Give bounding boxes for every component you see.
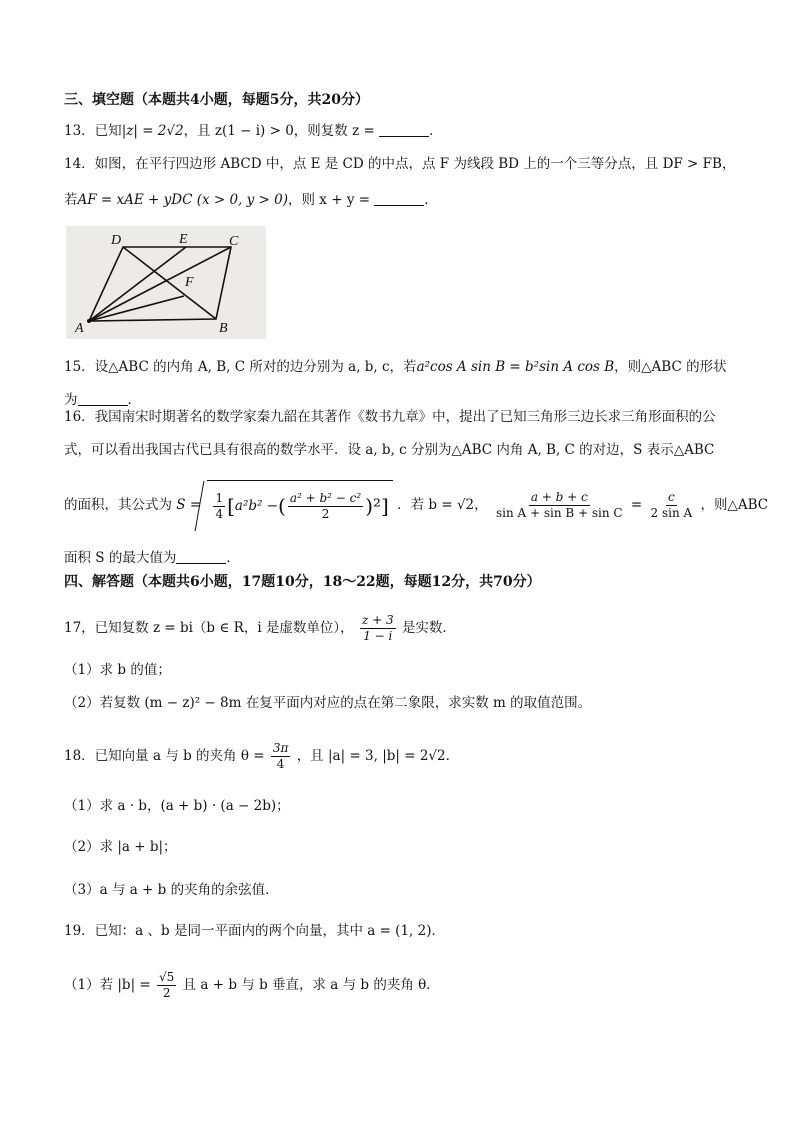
label-a: A bbox=[75, 321, 84, 336]
question-18-part-3: （3）a 与 a + b 的夹角的余弦值． bbox=[64, 882, 279, 898]
segment-ac bbox=[89, 247, 231, 321]
question-15-line-1: 15．设△ABC 的内角 A, B, C 所对的边分别为 a, b, c，若a²cos A sin B = b²sin A cos B，则△ABC 的形状 bbox=[64, 359, 727, 375]
question-15-line-2: 为 ． bbox=[64, 392, 141, 408]
question-16-line-2: 式，可以看出我国古代已具有很高的数学水平．设 a, b, c 分别为△ABC 内角 A, B, C 的对边，S 表示△ABC bbox=[64, 442, 715, 458]
question-13: 13．已知|z| = 2√2，且 z(1 − i) > 0，则复数 z = ． bbox=[64, 123, 443, 139]
question-16-line-4: 面积 S 的最大值为 ． bbox=[64, 550, 240, 566]
question-18-line-1: 18．已知向量 a 与 b 的夹角 θ = $\frac{3\pi}{4}$ ，且 |a| = 3, |b| = 2√2． bbox=[64, 741, 460, 771]
label-c: C bbox=[229, 234, 239, 249]
question-14-line-2: 若AF = xAE + yDC (x > 0, y > 0)，则 x + y = ． bbox=[64, 192, 438, 208]
label-d: D bbox=[111, 233, 122, 248]
parallelogram-figure bbox=[66, 226, 266, 339]
section-4-title: 四、解答题（本题共6小题，17题10分，18～22题，每题12分，共70分） bbox=[64, 574, 541, 590]
parallelogram-diagram bbox=[66, 226, 266, 339]
question-14-line-1: 14．如图，在平行四边形 ABCD 中，点 E 是 CD 的中点，点 F 为线段 BD 上的一个三等分点，且 DF > FB， bbox=[64, 156, 736, 172]
question-19-part-1: （1）若 |b| = $\frac{√5}{2}$ 且 a + b 与 b 垂直，求 a 与 b 的夹角 θ． bbox=[64, 970, 440, 1000]
question-17-part-2: （2）若复数 (m − z)² − 8m 在复平面内对应的点在第二象限，求实数 m 的取值范围。 bbox=[64, 695, 592, 711]
area-formula-root: $\frac{1}{4}$ [ a²b² − ( $\frac{\text{a² + b² − c²}}{2}$ )²] bbox=[207, 480, 392, 531]
question-18-part-2: （2）求 |a + b|； bbox=[64, 839, 177, 855]
answer-blank-14[interactable] bbox=[374, 191, 424, 206]
label-e: E bbox=[179, 232, 188, 247]
answer-blank-13[interactable] bbox=[379, 122, 429, 137]
question-17-line-1: 17，已知复数 z = bi（b ∈ R，i 是虚数单位）， $\frac{z + 3}{1 - i}$ 是实数． bbox=[64, 613, 456, 643]
label-b: B bbox=[219, 321, 228, 336]
section-3-title: 三、填空题（本题共4小题，每题5分，共20分） bbox=[64, 92, 369, 108]
segment-af bbox=[89, 296, 184, 321]
question-19-line-1: 19．已知：a 、b 是同一平面内的两个向量，其中 a = (1, 2)． bbox=[64, 923, 445, 939]
area-formula bbox=[205, 480, 392, 531]
question-17-part-1: （1）求 b 的值； bbox=[64, 662, 171, 678]
answer-blank-16[interactable] bbox=[176, 549, 226, 564]
answer-blank-15[interactable] bbox=[78, 391, 128, 406]
point-a-dot bbox=[87, 319, 91, 323]
question-16-line-3: 的面积，其公式为 S = $\frac{1}{4}$ [ a²b² − ( $\frac{\text{a² + b² − c²}}{2}$ )²] ．若 b = √2， $\frac{a + b + c}{\text{sin A + sin B + sin C}}$ = $\frac{c}{\text{2 sin A}}$ ，则△ABC bbox=[64, 480, 744, 524]
question-18-part-1: （1）求 a · b，(a + b) · (a − 2b)； bbox=[64, 798, 290, 814]
label-f: F bbox=[185, 275, 194, 290]
question-16-line-1: 16．我国南宋时期著名的数学家秦九韶在其著作《数书九章》中，提出了已知三角形三边长求三角形面积的公 bbox=[64, 409, 716, 425]
